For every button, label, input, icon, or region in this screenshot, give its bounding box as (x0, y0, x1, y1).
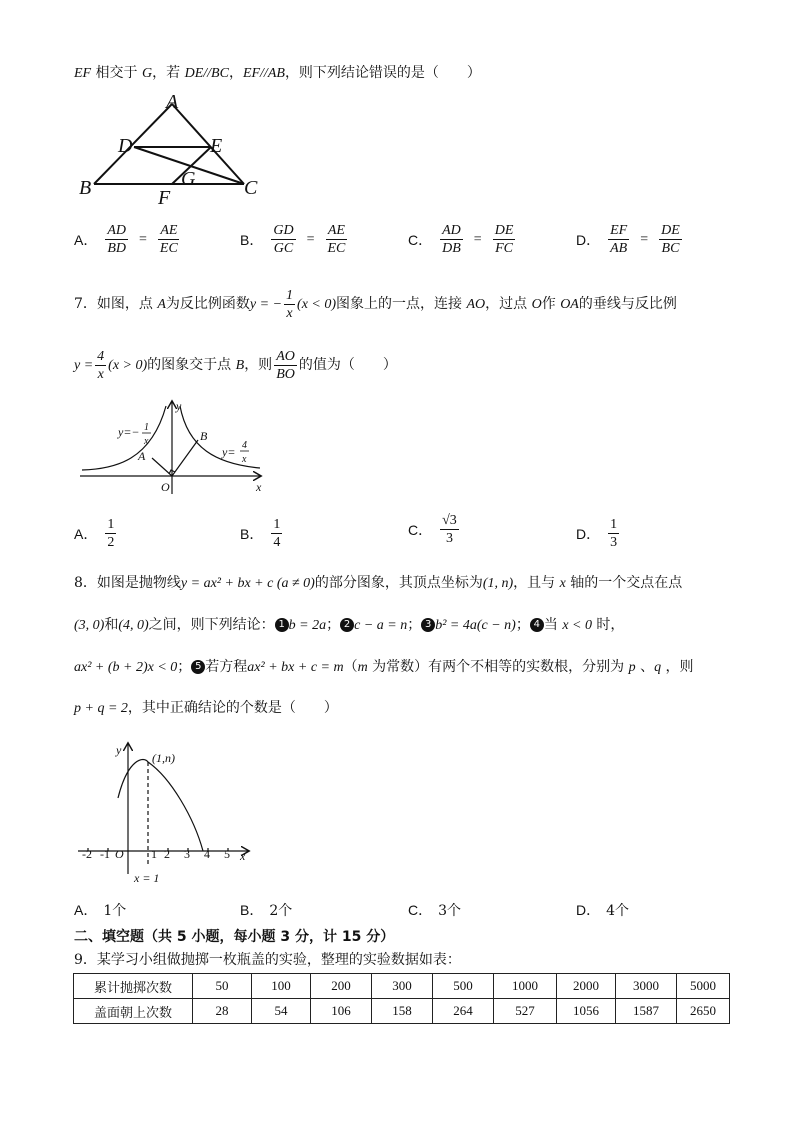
q8-stem-line1: 8．如图是抛物线y = ax² + bx + c (a ≠ 0)的部分图象，其顶点坐标为(1, n)，且与 x 轴的一个交点在点 (74, 575, 683, 591)
q7-hyperbola-figure (76, 398, 266, 498)
table-cell: 3000 (616, 974, 677, 999)
table-row (74, 974, 730, 999)
table-cell: 28 (193, 999, 252, 1024)
table-cell: 盖面朝上次数 (74, 999, 193, 1024)
q7-option-b[interactable]: B． $\frac{1}{4}$ (240, 517, 281, 550)
q8-x-label: x (240, 849, 246, 863)
q8-stem-line3: ax² + (b + 2)x < 0； 5 若方程ax² + bx + c = m（m 为常数）有两个不相等的实数根，分别为 p 、q ，则 (74, 659, 694, 675)
q7-point-A: A (138, 449, 146, 463)
table-cell: 2650 (677, 999, 730, 1024)
q7-left-num: 1 (144, 422, 149, 433)
q6-option-b[interactable]: B． $\frac{GD}{GC}$ = $\frac{AE}{EC}$ (240, 223, 346, 256)
q8-tick-label: 3 (184, 847, 190, 861)
q8-stem-line4: p + q = 2，其中正确结论的个数是（ ） (74, 700, 338, 716)
q8-option-d[interactable]: D． 4个 (576, 902, 630, 919)
q7-right-num: 4 (242, 440, 247, 451)
q6-label-E: E (210, 135, 223, 157)
q8-option-c[interactable]: C． 3个 (408, 902, 462, 919)
table-cell: 106 (311, 999, 372, 1024)
q6-option-a[interactable]: A． $\frac{AD}{BD}$ = $\frac{AE}{EC}$ (74, 223, 178, 256)
q8-tick-label: -1 (100, 847, 110, 861)
q8-option-b[interactable]: B． 2个 (240, 902, 293, 919)
q6-label-B: B (79, 177, 92, 199)
q8-tick-label: 4 (204, 847, 210, 861)
q6-triangle-figure (76, 90, 266, 208)
q6-stem: EF 相交于 G，若 DE//BC，EF//AB，则下列结论错误的是（ ） (74, 65, 481, 81)
table-cell: 100 (252, 974, 311, 999)
q8-tick-label: 2 (164, 847, 170, 861)
table-cell: 264 (433, 999, 494, 1024)
table-cell: 1000 (494, 974, 557, 999)
q6-label-G: G (181, 168, 196, 190)
q8-y-label: y (116, 743, 122, 757)
table-cell: 300 (372, 974, 433, 999)
q6-label-C: C (244, 177, 258, 199)
table-cell: 5000 (677, 974, 730, 999)
table-cell: 527 (494, 999, 557, 1024)
q6-label-D: D (118, 135, 133, 157)
table-cell: 50 (193, 974, 252, 999)
q7-right-den: x (242, 454, 247, 465)
q8-vertex-label: (1,n) (152, 751, 175, 765)
q8-tick-label: -2 (82, 847, 92, 861)
q8-axis-of-symmetry-label: x = 1 (134, 871, 160, 885)
q7-y-label: y (176, 399, 182, 413)
q8-option-a[interactable]: A． 1个 (74, 902, 127, 919)
table-cell: 累计抛掷次数 (74, 974, 193, 999)
section-title-fill-in: 二、填空题（共 5 小题，每小题 3 分，计 15 分） (74, 929, 395, 945)
q7-stem-line2: y = $\frac{4}{x}$ (x > 0)的图象交于点 B，则 $\frac{AO}{BO}$ 的值为（ ） (74, 348, 397, 382)
q8-tick-label: 5 (224, 847, 230, 861)
q7-option-d[interactable]: D． $\frac{1}{3}$ (576, 517, 618, 550)
table-cell: 500 (433, 974, 494, 999)
table-row (74, 999, 730, 1024)
q9-stem: 9．某学习小组做抛掷一枚瓶盖的实验，整理的实验数据如表： (74, 952, 461, 968)
q9-data-table (73, 973, 730, 1024)
q8-parabola-figure (76, 738, 256, 888)
q7-right-curve-label: y= (222, 445, 236, 459)
q7-option-c[interactable]: C． $\frac{√3}{3}$ (408, 513, 457, 546)
q7-left-den: x (144, 436, 149, 447)
q8-tick-label: 1 (151, 847, 157, 861)
q7-point-B: B (200, 429, 208, 443)
q8-stem-line2: (3, 0)和(4, 0)之间，则下列结论： 1 b = 2a； 2 c − a = n； 3 b² = 4a(c − n)； 4 当 x < 0 时， (74, 617, 625, 633)
table-cell: 54 (252, 999, 311, 1024)
q7-stem-line1: 7．如图，点 A为反比例函数y = − $\frac{1}{x}$ (x < 0)图象上的一点，连接 AO，过点 O作 OA的垂线与反比例 (74, 287, 677, 321)
q7-origin-label: O (161, 480, 170, 494)
table-cell: 158 (372, 999, 433, 1024)
q6-option-d[interactable]: D． $\frac{EF}{AB}$ = $\frac{DE}{BC}$ (576, 223, 680, 256)
table-cell: 1056 (557, 999, 616, 1024)
q7-x-label: x (256, 480, 262, 494)
table-cell: 200 (311, 974, 372, 999)
q7-option-a[interactable]: A． $\frac{1}{2}$ (74, 517, 115, 550)
table-cell: 1587 (616, 999, 677, 1024)
q6-label-F: F (158, 187, 171, 208)
table-cell: 2000 (557, 974, 616, 999)
q8-origin-label: O (115, 847, 124, 861)
q6-option-c[interactable]: C． $\frac{AD}{DB}$ = $\frac{DE}{FC}$ (408, 223, 514, 256)
q7-left-curve-label: y=− (118, 425, 140, 439)
q6-label-A: A (166, 91, 179, 113)
